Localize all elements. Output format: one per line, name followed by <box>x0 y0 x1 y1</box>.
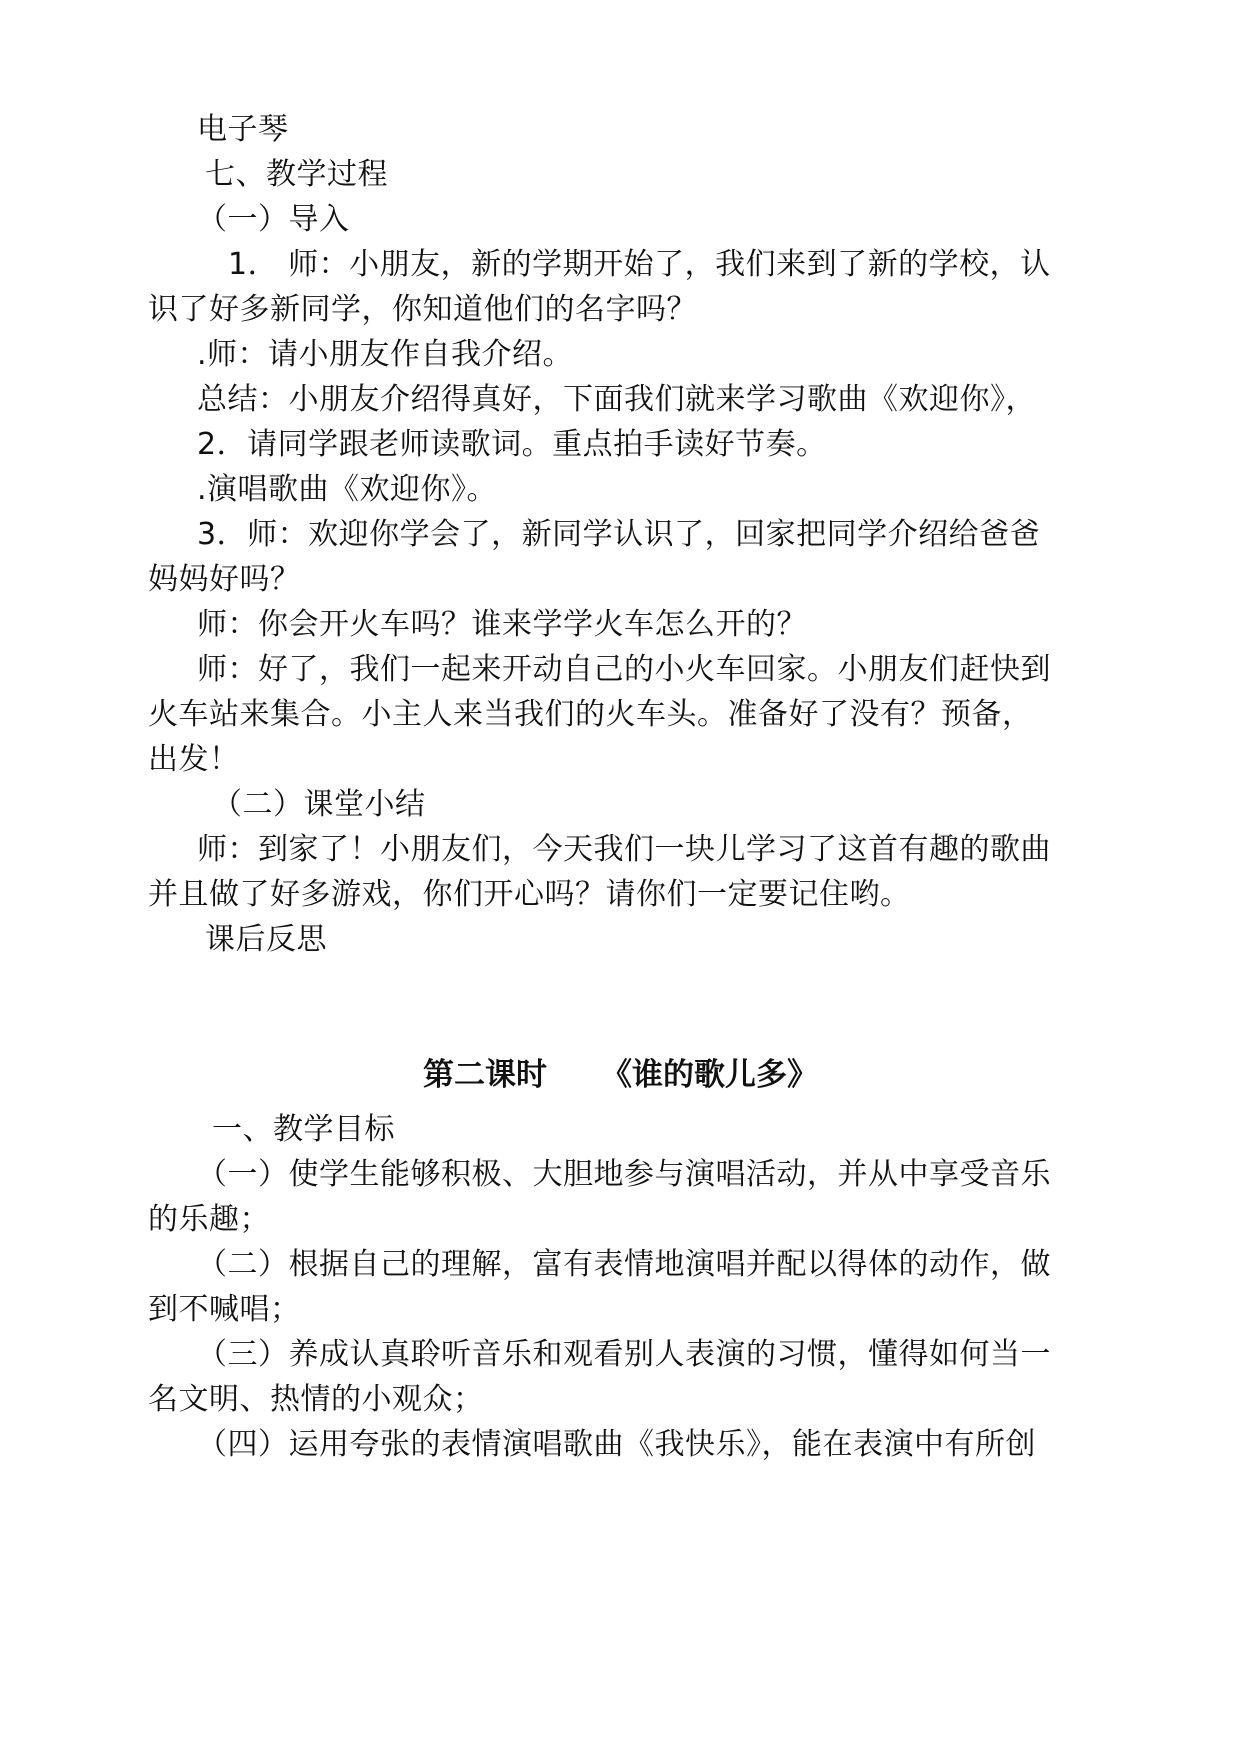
subsection-title: （一）导入 <box>197 202 350 237</box>
lesson-heading <box>0 1054 1241 1096</box>
text-line: .师：请小朋友作自我介绍。 <box>197 337 574 372</box>
text-line: 课后反思 <box>205 922 327 957</box>
text-line: 师：到家了！小朋友们，今天我们一块儿学习了这首有趣的歌曲 <box>197 832 1051 867</box>
subsection-title: （二）课堂小结 <box>212 787 426 822</box>
text-line: 电子琴 <box>197 112 289 147</box>
section-title: 一、教学目标 <box>212 1112 395 1147</box>
text-line: （三）养成认真聆听音乐和观看别人表演的习惯，懂得如何当一 <box>197 1337 1051 1372</box>
text-line: 妈妈好吗？ <box>148 562 301 597</box>
text-line: .演唱歌曲《欢迎你》。 <box>197 472 498 507</box>
text-line: 识了好多新同学，你知道他们的名字吗？ <box>148 292 697 327</box>
text-line: 并且做了好多游戏，你们开心吗？请你们一定要记住哟。 <box>148 877 911 912</box>
text-line: 火车站来集合。小主人来当我们的火车头。准备好了没有？预备， <box>148 697 1033 732</box>
section-title: 七、教学过程 <box>205 157 388 192</box>
text-line: 出发！ <box>148 742 240 777</box>
text-line: 名文明、热情的小观众； <box>148 1382 484 1417</box>
text-line: 的乐趣； <box>148 1202 270 1237</box>
text-line: （一）使学生能够积极、大胆地参与演唱活动，并从中享受音乐 <box>197 1157 1051 1192</box>
text-line: 3．师：欢迎你学会了，新同学认识了，回家把同学介绍给爸爸 <box>197 517 1041 552</box>
text-line: （四）运用夸张的表情演唱歌曲《我快乐》，能在表演中有所创 <box>197 1427 1036 1462</box>
text-line: 总结：小朋友介绍得真好，下面我们就来学习歌曲《欢迎你》， <box>197 382 1036 417</box>
text-line: 1． 师：小朋友，新的学期开始了，我们来到了新的学校，认 <box>228 247 1051 282</box>
lesson-heading-part1: 第二课时 <box>423 1057 547 1093</box>
text-line: 师：好了，我们一起来开动自己的小火车回家。小朋友们赶快到 <box>197 652 1051 687</box>
text-line: 师：你会开火车吗？谁来学学火车怎么开的？ <box>197 607 807 642</box>
text-line: 2．请同学跟老师读歌词。重点拍手读好节奏。 <box>197 427 827 462</box>
text-line: （二）根据自己的理解，富有表情地演唱并配以得体的动作，做 <box>197 1247 1051 1282</box>
text-line: 到不喊唱； <box>148 1292 301 1327</box>
lesson-heading-part2: 《谁的歌儿多》 <box>601 1057 818 1093</box>
